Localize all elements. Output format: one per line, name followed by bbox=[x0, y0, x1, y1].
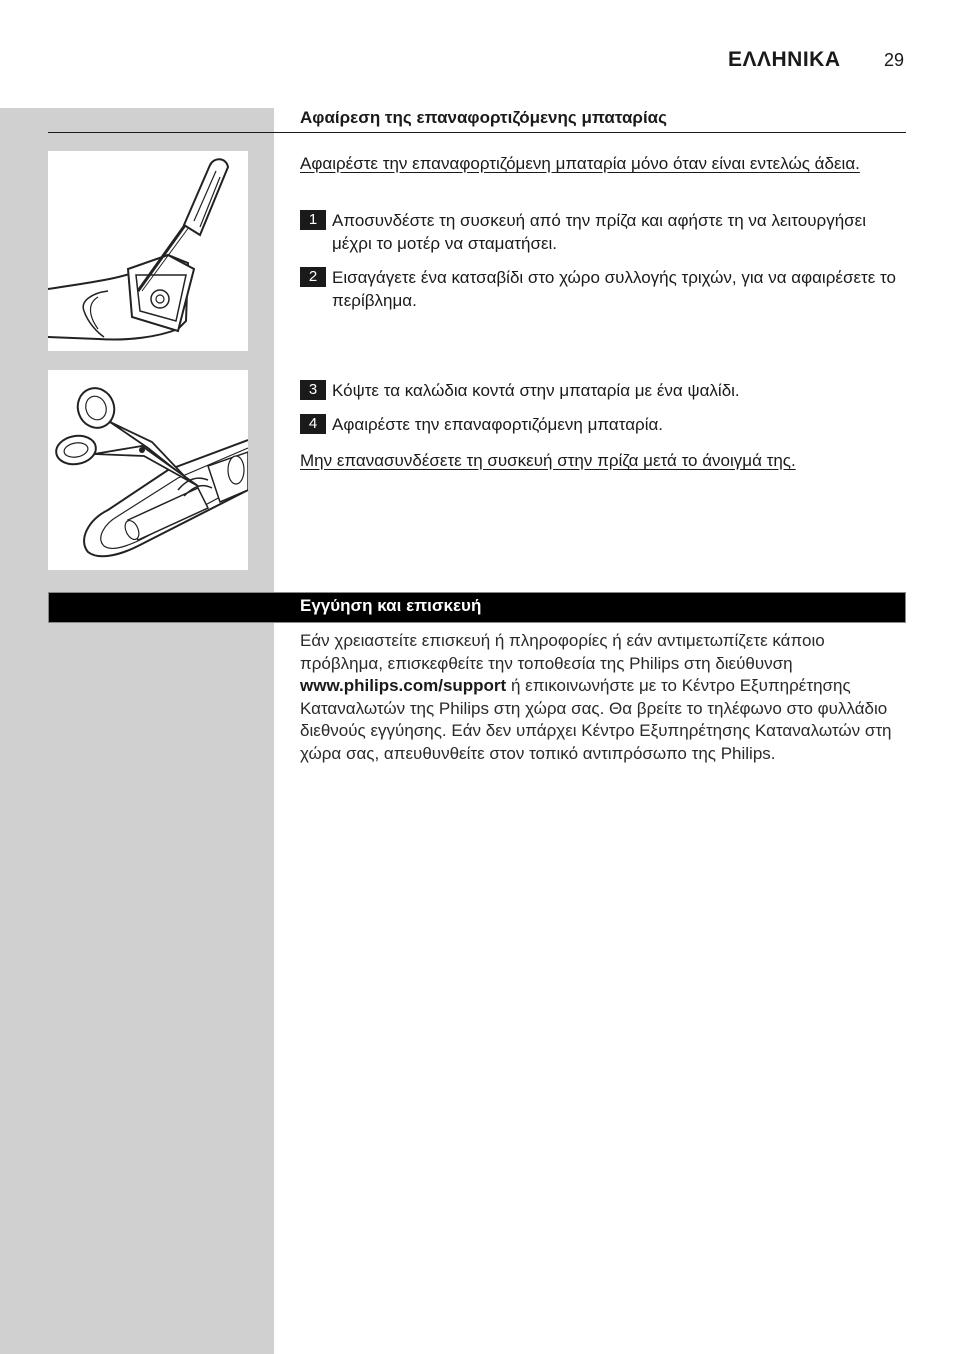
reconnect-warning: Μην επανασυνδέσετε τη συσκευή στην πρίζα μετά το άνοιγμά της. bbox=[300, 451, 796, 470]
step-number-badge: 2 bbox=[300, 267, 326, 287]
step-text: Αποσυνδέστε τη συσκευή από την πρίζα και αφήστε τη να λειτουργήσει μέχρι το μοτέρ να σταματήσει. bbox=[332, 211, 866, 253]
scissors-icon bbox=[48, 370, 248, 570]
warranty-text-part2: ή επικοινωνήστε με το Κέντρο Εξυπηρέτησης Καταναλωτών της Philips στη χώρα σας. Θα βρείτε το τηλέφωνο στο φυλλάδιο διεθνούς εγγύησης. Εάν δεν υπάρχει Κέντρο Εξυπηρέτησης Καταναλωτών στη χώρα σας, απευθυνθείτε στον τοπικό αντιπρόσωπο της Philips. bbox=[300, 676, 892, 763]
section-title-battery-removal: Αφαίρεση της επαναφορτιζόμενης μπαταρίας bbox=[300, 108, 667, 127]
step-3 bbox=[300, 379, 906, 402]
step-number-badge: 4 bbox=[300, 414, 326, 434]
language-header: ΕΛΛΗΝΙΚΑ bbox=[728, 48, 841, 71]
step-text: Κόψτε τα καλώδια κοντά στην μπαταρία με ένα ψαλίδι. bbox=[332, 381, 740, 400]
step-text: Αφαιρέστε την επαναφορτιζόμενη μπαταρία. bbox=[332, 415, 664, 434]
step-2 bbox=[300, 266, 906, 312]
step-text: Εισαγάγετε ένα κατσαβίδι στο χώρο συλλογής τριχών, για να αφαιρέσετε το περίβλημα. bbox=[332, 268, 896, 310]
battery-empty-warning: Αφαιρέστε την επαναφορτιζόμενη μπαταρία μόνο όταν είναι εντελώς άδεια. bbox=[300, 154, 860, 173]
step-1 bbox=[300, 209, 906, 255]
step-number-badge: 3 bbox=[300, 380, 326, 400]
page-number: 29 bbox=[884, 50, 905, 70]
section-divider bbox=[48, 132, 906, 133]
scissors-cutting-battery-wires-illustration bbox=[48, 370, 248, 570]
step-4 bbox=[300, 413, 906, 436]
section-title-warranty: Εγγύηση και επισκευή bbox=[300, 596, 482, 615]
screwdriver-icon bbox=[48, 151, 248, 351]
warranty-text-part1: Εάν χρειαστείτε επισκευή ή πληροφορίες ή εάν αντιμετωπίζετε κάποιο πρόβλημα, επισκεφθείτε την τοποθεσία της Philips στη διεύθυνση bbox=[300, 631, 825, 673]
support-link[interactable]: www.philips.com/support bbox=[300, 676, 507, 696]
warranty-body-text bbox=[300, 630, 906, 766]
screwdriver-opening-housing-illustration bbox=[48, 151, 248, 351]
step-number-badge: 1 bbox=[300, 210, 326, 230]
